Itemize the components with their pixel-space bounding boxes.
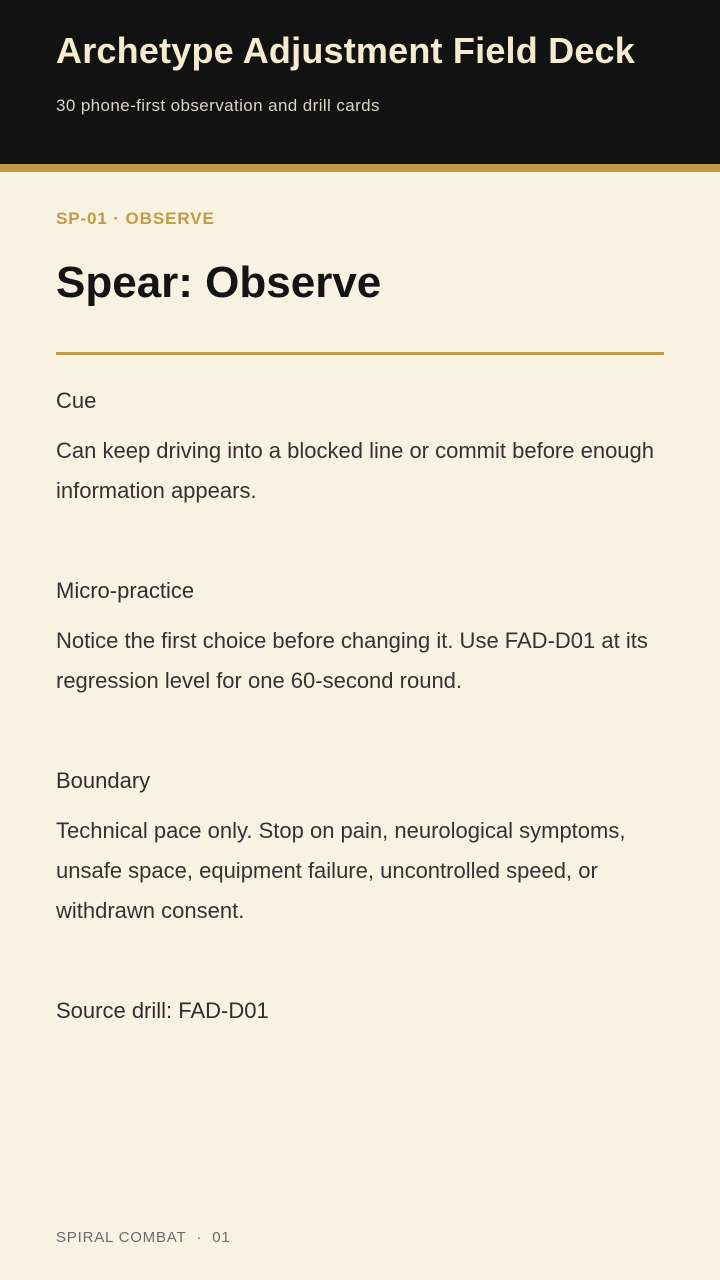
source-drill: Source drill: FAD-D01 [56,998,269,1023]
page-footer [56,1229,231,1246]
deck-title: Archetype Adjustment Field Deck [56,30,636,71]
card-code: SP-01 · OBSERVE [56,209,215,228]
footer-separator: · [196,1229,203,1246]
deck-header [0,0,720,164]
boundary-text: Technical pace only. Stop on pain, neurological symptoms, unsafe space, equipment failure, uncontrolled speed, or withdrawn consent. [56,818,626,923]
header-accent-rule [0,164,720,172]
card-title: Spear: Observe [56,258,382,307]
boundary-label: Boundary [56,768,151,793]
footer-brand: SPIRAL COMBAT [56,1229,187,1246]
micro-practice-text: Notice the first choice before changing it. Use FAD-D01 at its regression level for one 60-second round. [56,628,648,693]
title-divider [56,352,664,355]
micro-practice-label: Micro-practice [56,578,195,603]
footer-page-number: 01 [212,1229,231,1246]
cue-label: Cue [56,388,97,413]
deck-subtitle: 30 phone-first observation and drill cards [56,96,380,115]
cue-text: Can keep driving into a blocked line or commit before enough information appears. [56,438,655,503]
